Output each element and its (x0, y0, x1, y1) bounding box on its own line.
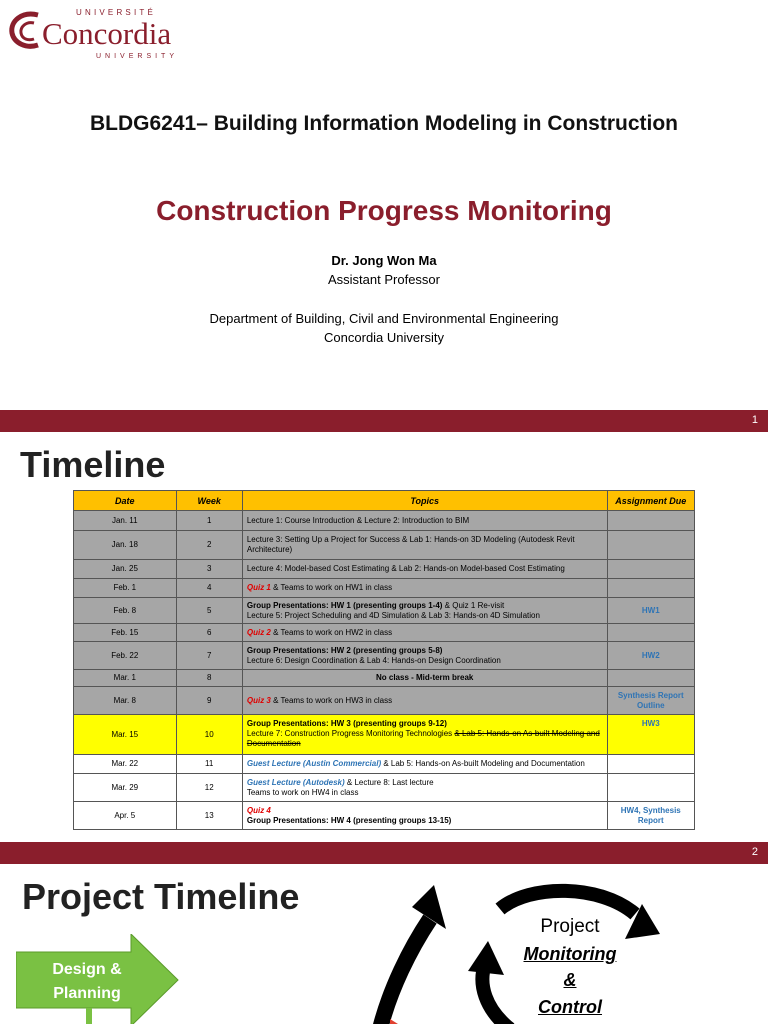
cell-date: Feb. 15 (74, 624, 177, 642)
table-row (74, 511, 695, 531)
slide-footer-bar (0, 410, 768, 432)
topic-bold-text: Group Presentations: HW 4 (presenting groups 13-15) (246, 815, 452, 825)
table-row (74, 670, 695, 687)
course-title: BLDG6241– Building Information Modeling in Construction (90, 112, 678, 135)
cell-week: 6 (176, 624, 242, 642)
cell-date: Mar. 22 (74, 755, 177, 774)
cell-week: 3 (176, 560, 242, 579)
title-slide (0, 0, 768, 410)
cell-date: Mar. 1 (74, 670, 177, 687)
quiz-label: Quiz 2 (246, 627, 271, 637)
topic-line2: Teams to work on HW4 in class (246, 787, 359, 797)
cell-topic: No class - Mid-term break (242, 670, 607, 687)
cell-due: Synthesis Report Outline (607, 687, 695, 715)
slide-heading: Project Timeline (22, 876, 300, 917)
cell-date: Feb. 1 (74, 579, 177, 598)
cell-due (607, 670, 695, 687)
cycle-control-label: Control (538, 997, 602, 1017)
cell-topic (242, 624, 607, 642)
cell-date: Mar. 8 (74, 687, 177, 715)
instructor-position: Assistant Professor (328, 272, 440, 287)
logo-top-text: UNIVERSITÉ (76, 8, 157, 17)
topic-bold-text: Group Presentations: HW 3 (presenting groups 9-12) (246, 719, 447, 728)
table-header-row (74, 491, 695, 511)
cell-topic (242, 755, 607, 774)
cycle-title: Project (540, 916, 600, 937)
cycle-monitoring-label: Monitoring (523, 944, 617, 964)
logo-name: Concordia (42, 16, 172, 51)
topic-text: & Quiz 1 Re-visit (442, 600, 505, 610)
cell-due (607, 579, 695, 598)
cell-week: 1 (176, 511, 242, 531)
concordia-logo (8, 6, 208, 62)
cell-topic: Lecture 3: Setting Up a Project for Success & Lab 1: Hands-on 3D Modeling (Autodesk Revit Architecture) (242, 531, 607, 560)
cell-date: Jan. 11 (74, 511, 177, 531)
table-row (74, 579, 695, 598)
table-row-current (74, 715, 695, 755)
department-name: Department of Building, Civil and Environmental Engineering (209, 311, 559, 326)
cell-week: 12 (176, 774, 242, 802)
cell-week: 5 (176, 598, 242, 624)
column-header-topics: Topics (242, 491, 607, 511)
cell-date: Mar. 15 (74, 715, 177, 755)
cell-date: Jan. 18 (74, 531, 177, 560)
column-header-week: Week (176, 491, 242, 511)
topic-text: & Teams to work on HW3 in class (270, 695, 393, 705)
cell-date: Mar. 29 (74, 774, 177, 802)
guest-lecture-label: Guest Lecture (Autodesk) (246, 777, 345, 787)
topic-text: & Lecture 8: Last lecture (344, 777, 434, 787)
cell-week: 11 (176, 755, 242, 774)
table-row (74, 802, 695, 830)
table-row (74, 774, 695, 802)
topic-text: & Lab 5: Hands-on As-built Modeling and Documentation (381, 759, 585, 768)
lecture-title: Construction Progress Monitoring (156, 195, 612, 226)
topic-line2: Lecture 5: Project Scheduling and 4D Simulation & Lab 3: Hands-on 4D Simulation (246, 610, 540, 620)
quiz-label: Quiz 1 (246, 583, 271, 592)
slide-number: 2 (751, 846, 758, 858)
topic-bold-text: Group Presentations: HW 2 (presenting groups 5-8) (246, 645, 443, 655)
topic-text: & Teams to work on HW1 in class (270, 583, 393, 592)
table-row (74, 624, 695, 642)
cell-date: Apr. 5 (74, 802, 177, 830)
timeline-slide (0, 432, 768, 842)
cell-topic (242, 687, 607, 715)
topic-line2: Lecture 6: Design Coordination & Lab 4: Hands-on Design Coordination (246, 655, 501, 665)
cycle-ampersand: & (563, 970, 577, 990)
column-header-date: Date (74, 491, 177, 511)
concordia-emblem-icon (8, 9, 42, 53)
table-row (74, 531, 695, 560)
table-row (74, 560, 695, 579)
cell-due: HW3 (607, 715, 695, 755)
cell-due (607, 531, 695, 560)
table-row (74, 755, 695, 774)
cell-due (607, 624, 695, 642)
cell-topic (242, 579, 607, 598)
cell-week: 4 (176, 579, 242, 598)
slide-number: 1 (751, 414, 758, 426)
cell-due (607, 774, 695, 802)
cell-due: HW1 (607, 598, 695, 624)
slide-heading: Timeline (20, 444, 166, 485)
design-planning-label: Design & Planning (52, 961, 122, 1002)
university-name: Concordia University (324, 330, 444, 345)
cell-topic: Lecture 1: Course Introduction & Lecture 2: Introduction to BIM (242, 511, 607, 531)
column-header-assignment-due: Assignment Due (607, 491, 695, 511)
schedule-table (73, 490, 695, 830)
cell-topic (242, 802, 607, 830)
cell-week: 7 (176, 642, 242, 670)
table-row (74, 687, 695, 715)
table-row (74, 642, 695, 670)
topic-line2: Lecture 7: Construction Progress Monitoring Technologies (246, 729, 455, 738)
guest-lecture-label: Guest Lecture (Austin Commercial) (246, 759, 382, 768)
cell-topic (242, 715, 607, 755)
cell-topic (242, 642, 607, 670)
cell-date: Feb. 8 (74, 598, 177, 624)
quiz-label: Quiz 3 (246, 695, 271, 705)
project-timeline-slide (0, 864, 768, 1024)
instructor-name: Dr. Jong Won Ma (331, 253, 437, 268)
cell-week: 8 (176, 670, 242, 687)
topic-text: & Teams to work on HW2 in class (270, 627, 393, 637)
cell-date: Feb. 22 (74, 642, 177, 670)
cell-week: 13 (176, 802, 242, 830)
cell-date: Jan. 25 (74, 560, 177, 579)
topic-bold-text: Group Presentations: HW 1 (presenting groups 1-4) (246, 600, 443, 610)
cell-due (607, 560, 695, 579)
cell-due: HW2 (607, 642, 695, 670)
cell-topic: Lecture 4: Model-based Cost Estimating & Lab 2: Hands-on Model-based Cost Estimating (242, 560, 607, 579)
cell-due (607, 755, 695, 774)
cell-week: 10 (176, 715, 242, 755)
cell-week: 9 (176, 687, 242, 715)
quiz-label: Quiz 4 (246, 805, 271, 815)
cell-topic (242, 774, 607, 802)
cell-due (607, 511, 695, 531)
cell-topic (242, 598, 607, 624)
cell-due: HW4, Synthesis Report (607, 802, 695, 830)
logo-bottom-text: UNIVERSITY (96, 53, 179, 60)
slide-footer-bar (0, 842, 768, 864)
cell-week: 2 (176, 531, 242, 560)
topic-strikethrough: & Lab 5: Hands-on As-built Modeling and Documentation (246, 729, 600, 748)
table-row (74, 598, 695, 624)
